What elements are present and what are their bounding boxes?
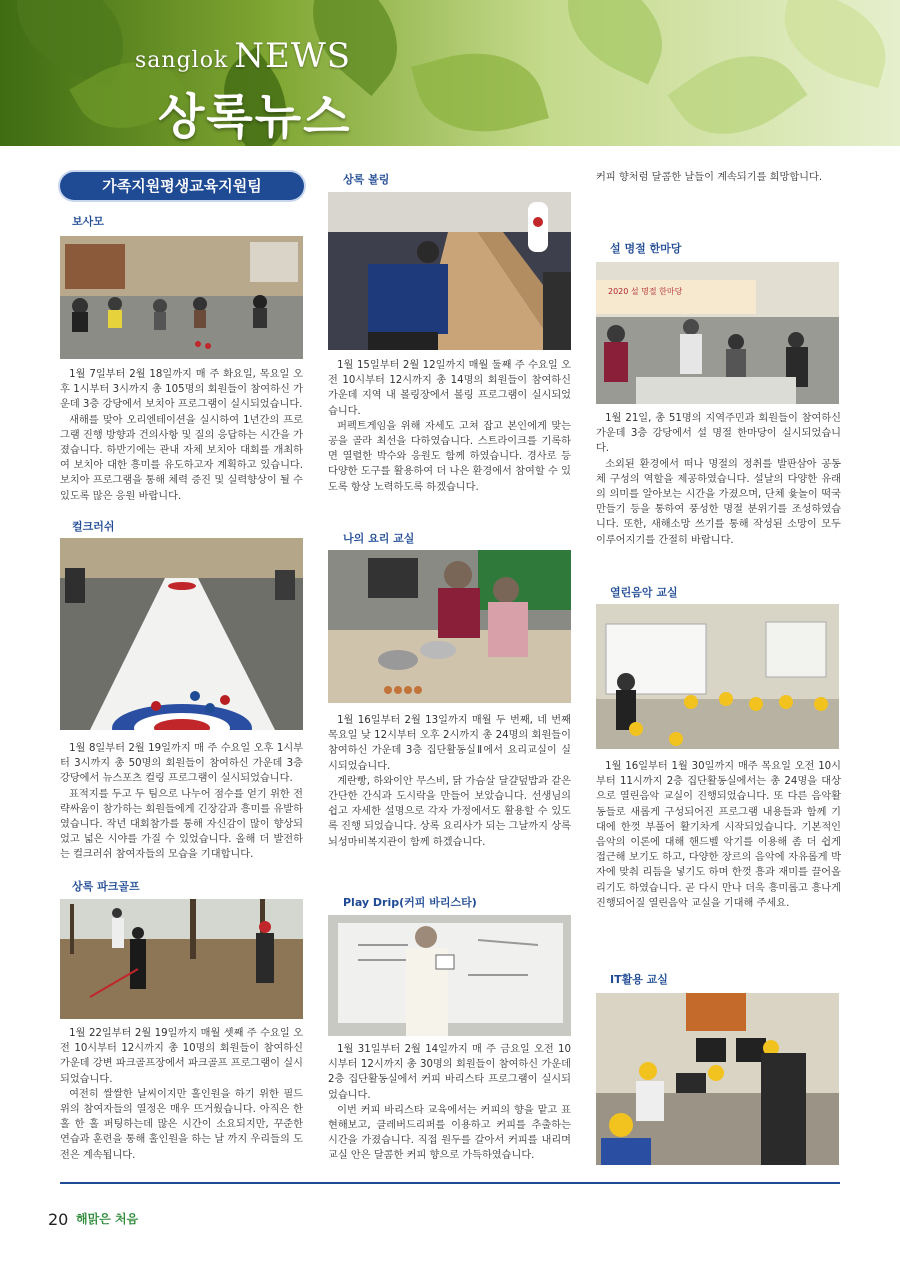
- photo-curling: [60, 538, 303, 730]
- paragraph: 1월 16일부터 2월 13일까지 매월 두 번째, 네 번째 목요일 낮 12시부터 오후 2시까지 총 24명의 회원들이 참여하신 가운데 3층 집단활동실Ⅱ에서 요리교실이 실시되었습니다.: [328, 715, 571, 772]
- paragraph: 계란빵, 하와이안 무스비, 닭 가슴살 달걀덮밥과 같은 간단한 간식과 도시락을 만들어 보았습니다. 선생님의 쉽고 자세한 설명으로 각자 가정에서도 활용할 수 있도록 진행 되었습니다. 상록 요리사가 되는 그날까지 상록뇌성마비복지관이 함께 하겠습니다.: [328, 775, 571, 848]
- brand-news: NEWS: [234, 36, 352, 76]
- photo-newyear: [596, 262, 839, 404]
- section-title-cooking: 나의 요리 교실: [343, 532, 415, 545]
- photo-parkgolf: [60, 899, 303, 1019]
- section-title-barista: Play Drip(커피 바리스타): [343, 896, 477, 909]
- newyear-text: [596, 411, 841, 548]
- team-title: 가족지원평생교육지원팀: [60, 172, 304, 200]
- brand-english: [135, 36, 351, 76]
- paragraph: 커피 향처럼 달콤한 날들이 계속되기를 희망합니다.: [596, 172, 823, 183]
- banner-text: 2020 설 명절 한마당: [608, 287, 683, 296]
- barista-text-continued: [596, 170, 841, 185]
- leaf-decoration: [411, 36, 549, 146]
- cooking-text: [328, 713, 571, 850]
- paragraph: 소외된 환경에서 떠나 명절의 정취를 발판삼아 공동체 구성의 역할을 제공하였습니다. 설날의 다양한 유래의 의미를 알아보는 시간을 가졌으며, 단체 윷놀이 떡국 만들기 등을 통하여 풍성한 명절 분위기를 조성하였습니다. 또한, 새해소망 쓰기를 통해 작성된 소망이 모두 이루어지기를 간절히 바랍니다.: [596, 458, 841, 546]
- paragraph: 1월 15일부터 2월 12일까지 매월 둘째 주 수요일 오전 10시부터 12시까지 총 14명의 회원들이 참여하신 가운데 지역 내 볼링장에서 볼링 프로그램이 실시되었습니다.: [328, 360, 571, 417]
- photo-bocce: [60, 236, 303, 359]
- section-title-bowling: 상록 볼링: [343, 173, 390, 186]
- photo-bowling: [328, 192, 571, 350]
- photo-music: [596, 604, 839, 749]
- leaf-decoration: [548, 0, 682, 84]
- brand-small: sanglok: [135, 48, 229, 73]
- curling-text: [60, 741, 303, 863]
- section-title-music: 열린음악 교실: [610, 586, 678, 599]
- paragraph: 1월 21일, 총 51명의 지역주민과 회원들이 참여하신 가운데 3층 강당에서 설 명절 한마당이 실시되었습니다.: [596, 413, 841, 455]
- paragraph: 1월 16일부터 1월 30일까지 매주 목요일 오전 10시부터 11시까지 2층 집단활동실에서는 총 24명을 대상으로 열린음악 교실이 진행되었습니다. 또 다른 음악활동들로 새롭게 구성되어진 프로그램 내용들과 함께 기대에 한껏 부풀어 활기차게 시작되었습니다. 기본적인 음악의 이론에 대해 핸드벨 악기를 이용해 좀 더 쉽게 접근해 보기도 하고, 다양한 장르의 음악에 자유롭게 박자에 맞춰 리듬을 넣기도 하며 한껏 흥과 재미를 끌어올리기도 하였습니다. 곧 다시 만나 더욱 흥미롭고 흥나게 진행되어질 열린음악 교실을 기대해 주세요.: [596, 761, 841, 909]
- paragraph: 1월 7일부터 2월 18일까지 매 주 화요일, 목요일 오후 1시부터 3시까지 총 105명의 회원들이 참여하신 가운데 3층 강당에서 보치아 프로그램이 실시되었습니다.: [60, 369, 303, 411]
- paragraph: 새해를 맞아 오리엔테이션을 실시하여 1년간의 프로그램 진행 방향과 건의사항 및 질의 응답하는 시간을 가졌습니다. 하반기에는 관내 자체 보치아 대회를 개최하여 보치아 대한 흥미를 유도하고자 계획하고 있습니다. 보치아 프로그램을 통해 체력 증진 및 실력향상이 될 수 있도록 많은 응원 바랍니다.: [60, 414, 303, 502]
- section-title-curling: 컬크러쉬: [72, 520, 115, 533]
- photo-barista: [328, 915, 571, 1036]
- brand-korean: 상록뉴스: [158, 89, 352, 145]
- barista-text: [328, 1042, 571, 1164]
- section-title-bocce: 보사모: [72, 215, 104, 228]
- footer-logo: 해맑은 처음: [76, 1212, 139, 1226]
- footer-rule: [60, 1182, 840, 1184]
- page-number: 20: [48, 1210, 69, 1229]
- bocce-text: [60, 367, 303, 504]
- paragraph: 이번 커피 바리스타 교육에서는 커피의 향을 맡고 표현해보고, 클레버드리퍼를 이용하고 커피를 추출하는 시간을 가졌습니다. 직접 원두를 갈아서 커피를 내리며 교실 안은 달콤한 커피 향으로 가득하였습니다.: [328, 1104, 571, 1162]
- paragraph: 퍼펙트게임을 위해 자세도 고쳐 잡고 본인에게 맞는 공을 골라 최선을 다하였습니다. 스트라이크를 기록하면 열렬한 박수와 응원도 함께 하였습니다. 경사로 등 다양한 도구를 활용하여 더 나은 환경에서 참여할 수 있도록 항상 노력하도록 하겠습니다.: [328, 420, 571, 493]
- parkgolf-text: [60, 1026, 303, 1163]
- photo-it: [596, 993, 839, 1165]
- bowling-text: [328, 358, 571, 495]
- leaf-decoration: [667, 29, 807, 146]
- paragraph: 여전히 쌀쌀한 날씨이지만 홀인원을 하기 위한 필드위의 참여자들의 열정은 매우 뜨거웠습니다. 아직은 한 홀 한 홀 퍼팅하는데 많은 시간이 소요되지만, 꾸준한 연습과 훈련을 통해 홀인원을 하는 날 까지 우리들의 도전은 계속됩니다.: [60, 1088, 303, 1161]
- music-text: [596, 759, 841, 911]
- section-title-parkgolf: 상록 파크골프: [72, 880, 140, 893]
- paragraph: 1월 8일부터 2월 19일까지 매 주 수요일 오후 1시부터 3시까지 총 50명의 회원들이 참여하신 가운데 3층 강당에서 뉴스포츠 컬링 프로그램이 실시되었습니다.: [60, 743, 303, 785]
- paragraph: 표적지를 두고 두 팀으로 나누어 점수를 얻기 위한 전략싸움이 참가하는 회원들에게 긴장감과 흥미를 유발하였습니다. 작년 대회참가를 통해 자신감이 많이 향상되었고 넓은 시야를 가질 수 있었습니다. 올해 더 발전하는 컬크러쉬 참여자들의 모습을 기대합니다.: [60, 788, 303, 861]
- photo-cooking: [328, 550, 571, 703]
- header-banner: [0, 0, 900, 146]
- section-title-newyear: 설 명절 한마당: [610, 242, 682, 255]
- section-title-it: IT활용 교실: [610, 973, 668, 986]
- paragraph: 1월 22일부터 2월 19일까지 매월 셋째 주 수요일 오전 10시부터 12시까지 총 10명의 회원들이 참여하신 가운데 강변 파크골프장에서 파크골프 프로그램이 실시되었습니다.: [60, 1028, 303, 1085]
- paragraph: 1월 31일부터 2월 14일까지 매 주 금요일 오전 10시부터 12시까지 총 30명의 회원들이 참여하신 가운데 2층 집단활동실에서 커피 바리스타 프로그램이 실시되었습니다.: [328, 1044, 571, 1101]
